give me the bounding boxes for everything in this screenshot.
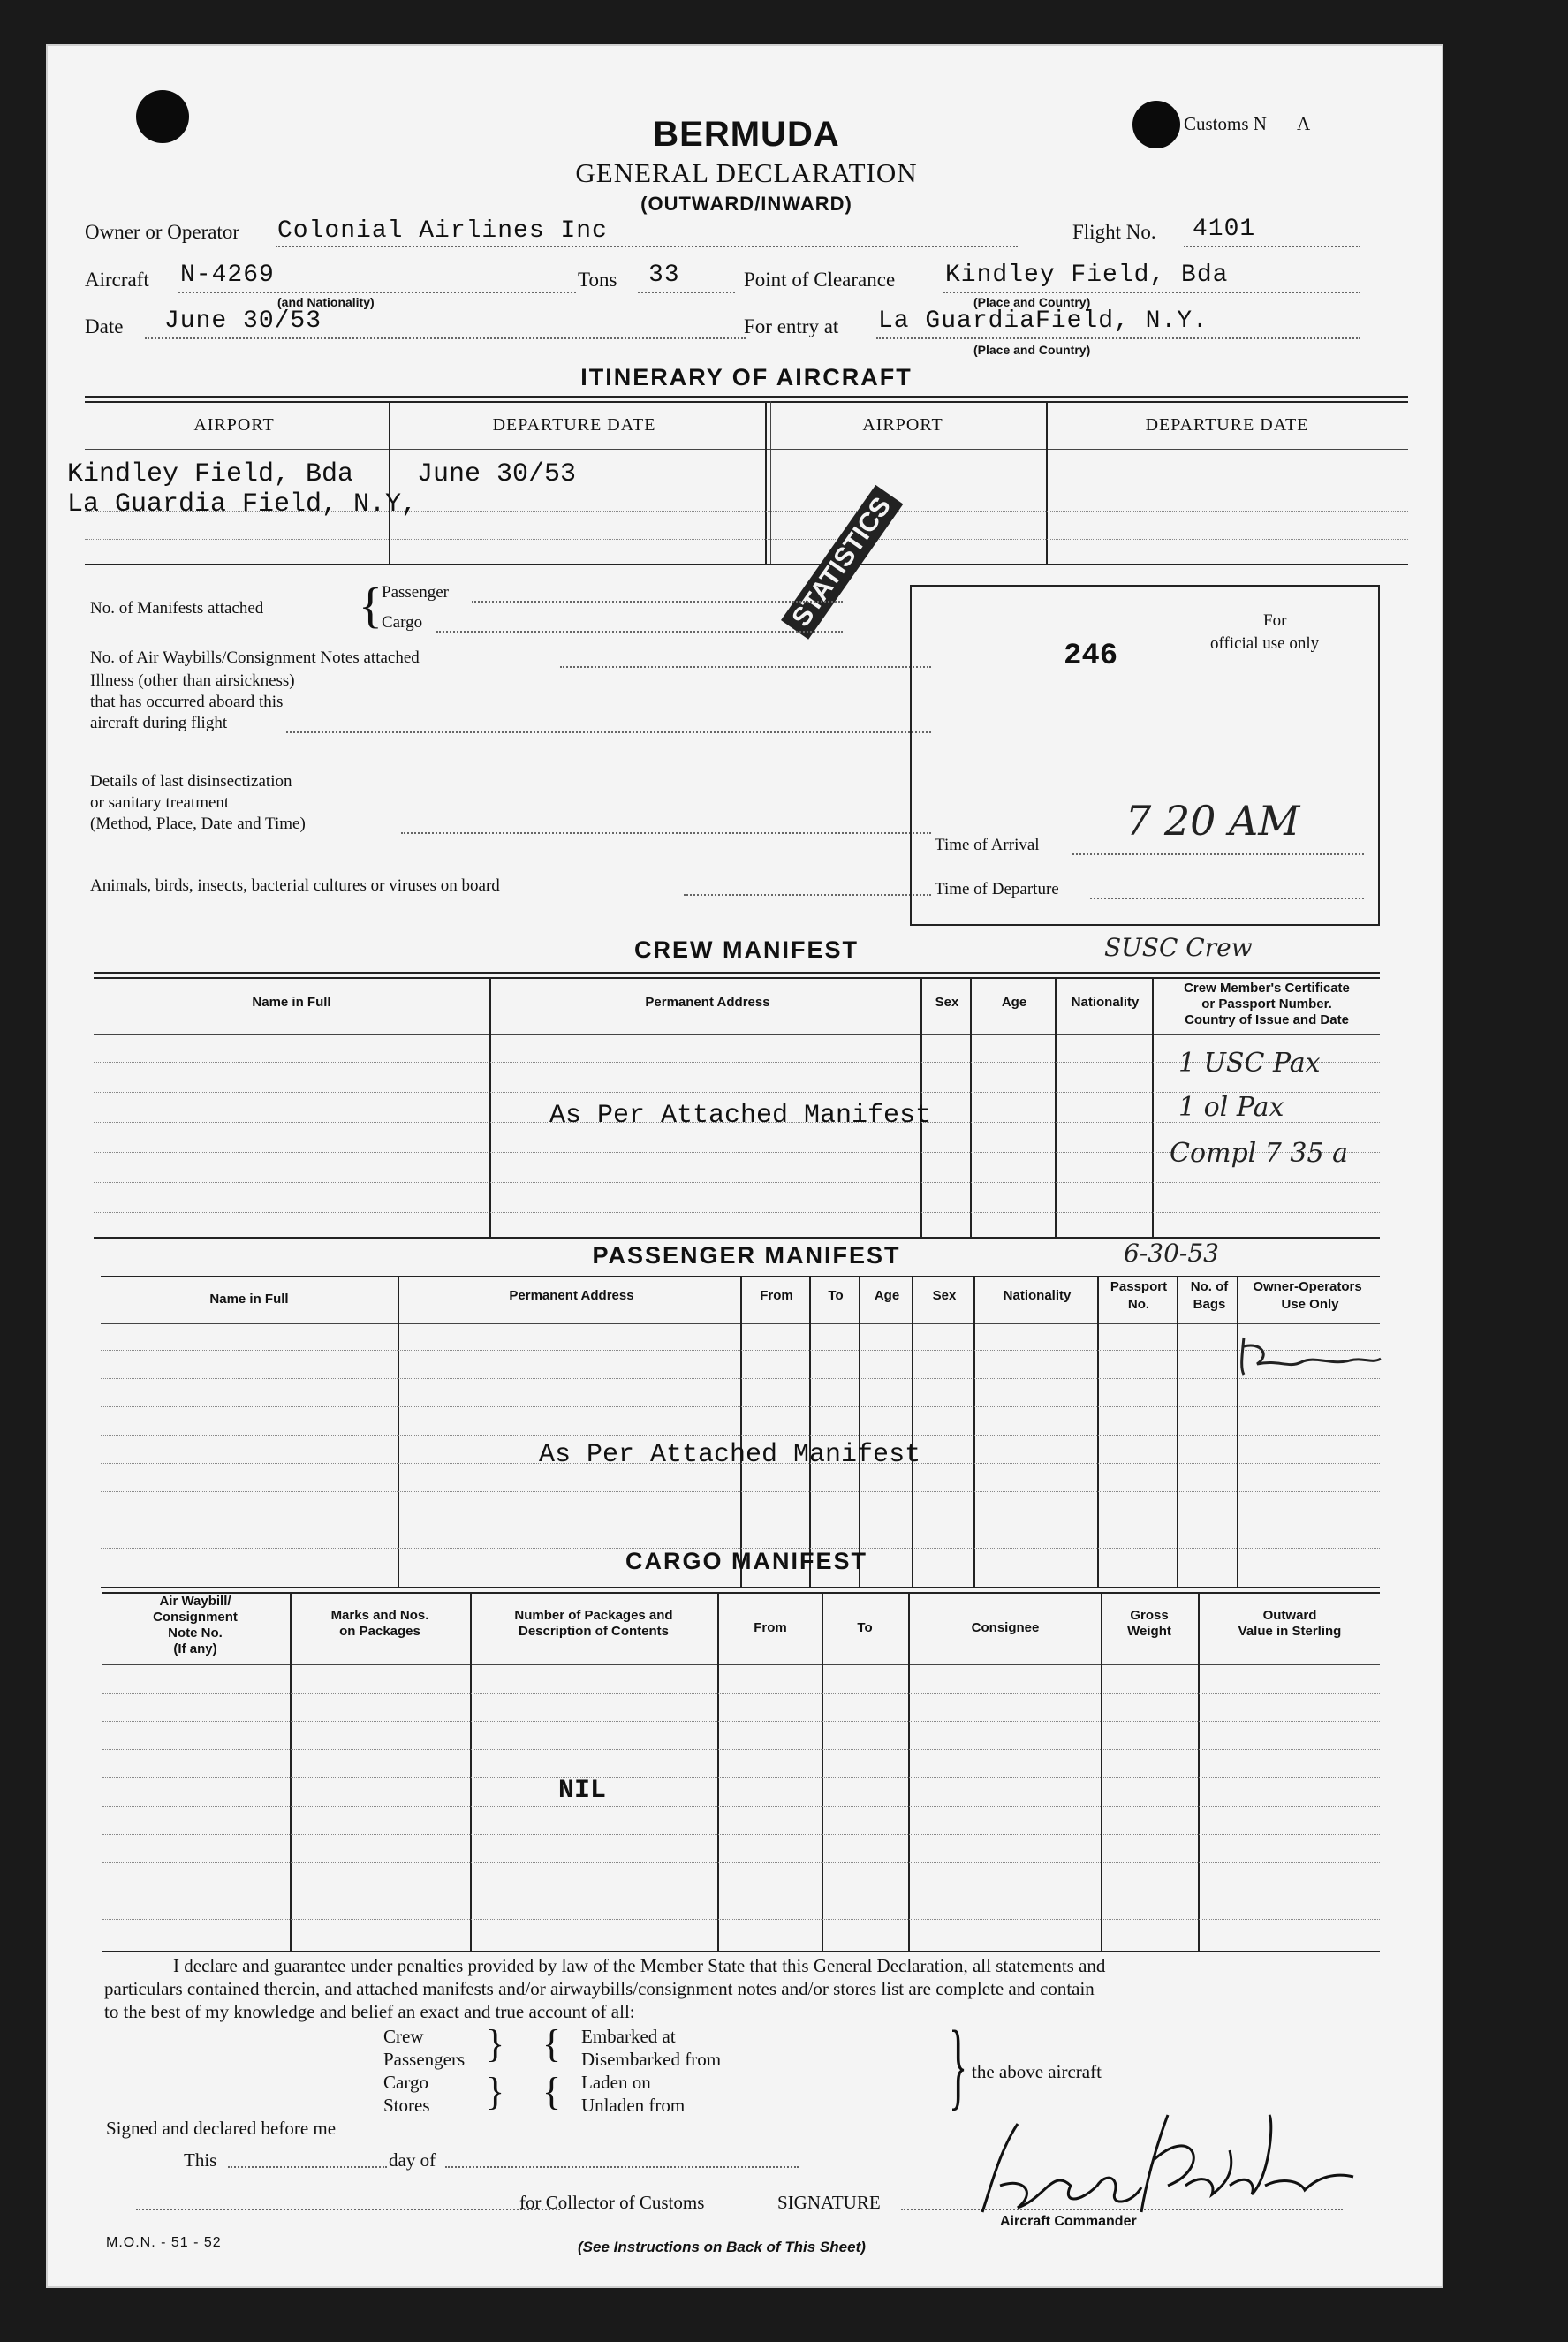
declaration-line-3: to the best of my knowledge and belief an exact and true account of all: xyxy=(104,2001,635,2022)
decl-above-aircraft: the above aircraft xyxy=(972,2061,1102,2082)
commander-signature xyxy=(965,2088,1371,2230)
cargo-col-marks-1: Marks and Nos. xyxy=(330,1608,429,1623)
passenger-col-address: Permanent Address xyxy=(509,1288,634,1303)
passenger-col-age: Age xyxy=(874,1288,900,1303)
decl-day-of: day of xyxy=(389,2149,436,2171)
disinsect-line-1: Details of last disinsectization xyxy=(90,772,292,791)
passenger-col-name: Name in Full xyxy=(209,1292,289,1307)
passenger-col-passport-1: Passport xyxy=(1110,1279,1168,1294)
decl-unladen: Unladen from xyxy=(581,2095,686,2116)
customs-form-prefix: Customs N xyxy=(1184,113,1267,134)
animals-label: Animals, birds, insects, bacterial cultures or viruses on board xyxy=(90,876,500,895)
form-subtitle: (OUTWARD/INWARD) xyxy=(640,193,852,215)
official-number: 246 xyxy=(1064,640,1118,673)
decl-this: This xyxy=(184,2149,217,2171)
decl-brace-2: } xyxy=(486,2070,505,2113)
cargo-col-waybill-2: Consignment xyxy=(153,1610,238,1625)
entry-note: (Place and Country) xyxy=(973,343,1091,357)
date-label: Date xyxy=(85,315,124,337)
manifests-cargo-label: Cargo xyxy=(382,613,423,632)
crew-hand-note-1: 1 USC Pax xyxy=(1178,1048,1321,1079)
cargo-col-gross-2: Weight xyxy=(1127,1624,1171,1639)
illness-line-3: aircraft during flight xyxy=(90,714,228,732)
itinerary-title: ITINERARY OF AIRCRAFT xyxy=(580,364,913,390)
passenger-col-sex: Sex xyxy=(932,1288,957,1303)
itinerary-row2-airport: La Guardia Field, N.Y, xyxy=(67,489,418,519)
crew-annotation: SUSC Crew xyxy=(1104,933,1253,962)
crew-body-text: As Per Attached Manifest xyxy=(549,1101,932,1131)
decl-commander: Aircraft Commander xyxy=(1000,2214,1137,2229)
form-code: M.O.N. - 51 - 52 xyxy=(106,2235,222,2250)
cargo-col-waybill-1: Air Waybill/ xyxy=(159,1594,231,1609)
passenger-col-from: From xyxy=(760,1288,793,1303)
crew-col-name: Name in Full xyxy=(252,995,331,1010)
official-for-label: For xyxy=(1263,611,1287,630)
passenger-col-bags-2: Bags xyxy=(1193,1297,1226,1312)
waybills-label: No. of Air Waybills/Consignment Notes attached xyxy=(90,648,420,667)
declaration-line-1: I declare and guarantee under penalties provided by law of the Member State that this General Declaration, all statements and xyxy=(173,1955,1106,1976)
manifests-label: No. of Manifests attached xyxy=(90,599,264,618)
form-title: GENERAL DECLARATION xyxy=(575,157,918,188)
illness-line-1: Illness (other than airsickness) xyxy=(90,671,295,690)
decl-big-brace: } xyxy=(949,2011,968,2118)
decl-passengers: Passengers xyxy=(383,2049,466,2070)
decl-cargo: Cargo xyxy=(383,2072,428,2093)
owner-label: Owner or Operator xyxy=(85,221,239,243)
departure-label: Time of Departure xyxy=(935,880,1059,898)
entry-label: For entry at xyxy=(744,315,839,337)
statistics-stamp: STATISTICS xyxy=(781,485,903,640)
customs-form-suffix: A xyxy=(1296,113,1311,134)
passenger-col-bags-1: No. of xyxy=(1190,1279,1229,1294)
decl-disembarked: Disembarked from xyxy=(581,2049,722,2070)
cargo-col-waybill-3: Note No. xyxy=(168,1626,223,1641)
aircraft-note: (and Nationality) xyxy=(277,295,375,309)
cargo-col-from: From xyxy=(754,1620,787,1635)
arrival-label: Time of Arrival xyxy=(935,836,1040,854)
disinsect-line-3: (Method, Place, Date and Time) xyxy=(90,815,306,833)
date-value: June 30/53 xyxy=(164,307,322,335)
cargo-col-to: To xyxy=(857,1620,873,1635)
itinerary-col-departure: DEPARTURE DATE xyxy=(492,415,656,435)
itinerary-col-airport-2: AIRPORT xyxy=(862,415,943,435)
aircraft-label: Aircraft xyxy=(85,269,149,291)
decl-embarked: Embarked at xyxy=(581,2026,676,2047)
flight-label: Flight No. xyxy=(1072,221,1156,243)
declaration-line-2: particulars contained therein, and attached manifests and/or airwaybills/consignment notes and/or stores list are complete and contain xyxy=(104,1978,1095,1999)
decl-brace-3: { xyxy=(542,2022,562,2065)
clearance-value: Kindley Field, Bda xyxy=(945,261,1229,289)
official-use-label: official use only xyxy=(1210,634,1320,653)
decl-brace-4: { xyxy=(542,2070,562,2113)
crew-col-age: Age xyxy=(1001,995,1027,1010)
clearance-note: (Place and Country) xyxy=(973,295,1091,309)
crew-col-sex: Sex xyxy=(935,995,959,1010)
cargo-col-packages-1: Number of Packages and xyxy=(514,1608,673,1623)
crew-hand-note-3: Compl 7 35 a xyxy=(1170,1138,1349,1169)
cargo-col-gross-1: Gross xyxy=(1130,1608,1169,1623)
entry-value: La GuardiaField, N.Y. xyxy=(878,307,1208,335)
tons-value: 33 xyxy=(648,261,680,289)
crew-col-cert-3: Country of Issue and Date xyxy=(1185,1012,1349,1027)
clearance-label: Point of Clearance xyxy=(744,269,896,291)
cargo-col-waybill-4: (If any) xyxy=(173,1641,217,1656)
decl-laden: Laden on xyxy=(581,2072,651,2093)
flight-value: 4101 xyxy=(1193,216,1256,243)
decl-signature: SIGNATURE xyxy=(777,2192,881,2213)
cargo-col-outward-2: Value in Sterling xyxy=(1238,1624,1342,1639)
crew-hand-note-2: 1 ol Pax xyxy=(1178,1092,1284,1123)
passenger-owner-initials-mark xyxy=(1217,1329,1394,1382)
passenger-col-owner-2: Use Only xyxy=(1281,1297,1339,1312)
decl-signed-before: Signed and declared before me xyxy=(106,2118,337,2139)
cargo-body-text: NIL xyxy=(558,1776,607,1806)
cargo-col-outward-1: Outward xyxy=(1262,1608,1317,1623)
aircraft-value: N-4269 xyxy=(180,261,275,289)
country-title: BERMUDA xyxy=(653,115,840,154)
crew-title: CREW MANIFEST xyxy=(634,936,859,963)
manifests-brace: { xyxy=(359,579,383,633)
declaration-form xyxy=(46,44,1443,2288)
decl-crew: Crew xyxy=(383,2026,424,2047)
itinerary-col-airport: AIRPORT xyxy=(193,415,275,435)
arrival-value: 7 20 AM xyxy=(1125,797,1300,845)
passenger-col-passport-2: No. xyxy=(1127,1297,1150,1312)
itinerary-row1-departure: June 30/53 xyxy=(417,459,577,489)
cargo-title: CARGO MANIFEST xyxy=(625,1548,867,1574)
illness-line-2: that has occurred aboard this xyxy=(90,693,284,711)
decl-collector: for Collector of Customs xyxy=(519,2192,705,2213)
crew-col-cert-2: or Passport Number. xyxy=(1201,997,1332,1012)
cargo-col-marks-2: on Packages xyxy=(339,1624,420,1639)
passenger-col-to: To xyxy=(828,1288,844,1303)
passenger-title: PASSENGER MANIFEST xyxy=(592,1242,901,1269)
manifests-passenger-label: Passenger xyxy=(382,583,449,602)
cargo-col-packages-2: Description of Contents xyxy=(518,1624,669,1639)
crew-col-cert-1: Crew Member's Certificate xyxy=(1184,981,1350,996)
decl-stores: Stores xyxy=(383,2095,430,2116)
crew-col-nationality: Nationality xyxy=(1071,995,1140,1010)
decl-brace-1: } xyxy=(486,2022,505,2065)
passenger-col-owner-1: Owner-Operators xyxy=(1253,1279,1362,1294)
itinerary-col-departure-2: DEPARTURE DATE xyxy=(1145,415,1309,435)
crew-col-address: Permanent Address xyxy=(645,995,770,1010)
tons-label: Tons xyxy=(578,269,617,291)
disinsect-line-2: or sanitary treatment xyxy=(90,793,230,812)
decl-instructions: (See Instructions on Back of This Sheet) xyxy=(578,2239,866,2255)
itinerary-row1-airport: Kindley Field, Bda xyxy=(67,459,354,489)
passenger-body-text: As Per Attached Manifest xyxy=(539,1440,921,1470)
cargo-col-consignee: Consignee xyxy=(971,1620,1040,1635)
passenger-annotation: 6-30-53 xyxy=(1124,1239,1219,1268)
passenger-col-nationality: Nationality xyxy=(1003,1288,1072,1303)
owner-value: Colonial Airlines Inc xyxy=(277,217,608,245)
